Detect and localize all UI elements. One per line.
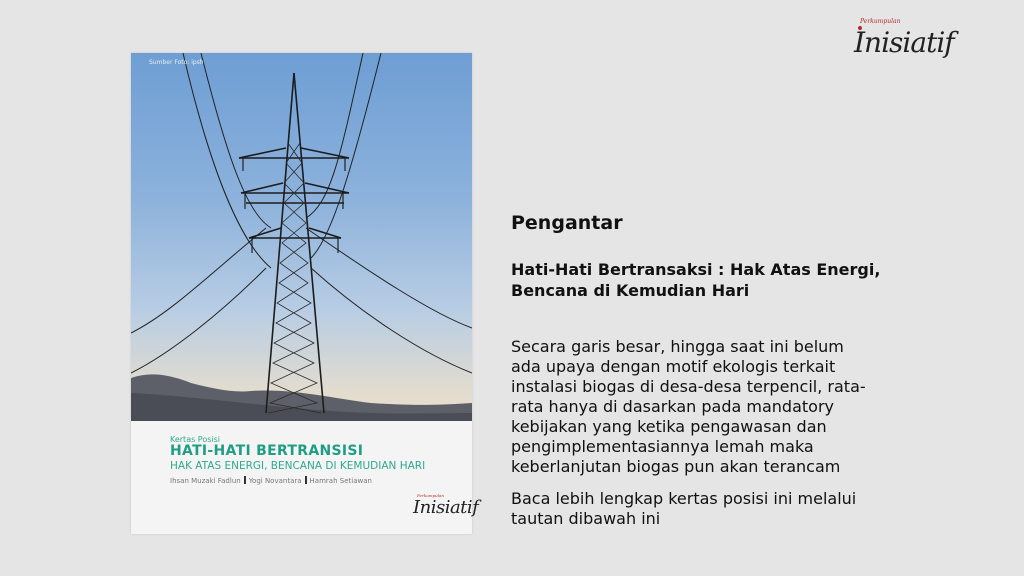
cover-logo bbox=[409, 493, 479, 525]
author-name: Yogi Novantara bbox=[248, 477, 302, 485]
paragraph-line: kebijakan yang ketika pengawasan dan bbox=[511, 417, 827, 436]
cover-title: HATI-HATI BERTRANSISI bbox=[170, 443, 364, 459]
author-separator bbox=[244, 476, 246, 484]
cover-photo bbox=[131, 53, 472, 421]
read-more-paragraph bbox=[511, 489, 931, 529]
position-paper-cover bbox=[131, 53, 479, 534]
cover-kind-label: Kertas Posisi bbox=[170, 435, 221, 444]
section-heading: Pengantar bbox=[511, 212, 623, 234]
paragraph-line: ada upaya dengan motif ekologis terkait bbox=[511, 357, 836, 376]
photo-credit: Sumber Foto: ipsh bbox=[149, 59, 204, 66]
inisiatif-logo bbox=[846, 16, 954, 68]
paragraph-line: Baca lebih lengkap kertas posisi ini melalui bbox=[511, 489, 857, 508]
paragraph-line: instalasi biogas di desa-desa terpencil, rata- bbox=[511, 377, 866, 396]
author-separator bbox=[305, 476, 307, 484]
intro-paragraph bbox=[511, 337, 931, 477]
paragraph-line: pengimplementasiannya lemah maka bbox=[511, 437, 814, 456]
cover-logo-tagline: Perkumpulan bbox=[417, 493, 444, 498]
paragraph-line: rata hanya di dasarkan pada mandatory bbox=[511, 397, 834, 416]
paper-title-line: Hati-Hati Bertransaksi : Hak Atas Energi, bbox=[511, 260, 881, 279]
logo-tagline: Perkumpulan bbox=[860, 18, 901, 25]
paper-title bbox=[511, 259, 931, 301]
author-name: Hamrah Setiawan bbox=[309, 477, 372, 485]
paragraph-line: tautan dibawah ini bbox=[511, 509, 661, 528]
paper-title-line: Bencana di Kemudian Hari bbox=[511, 281, 750, 300]
cover-subtitle: HAK ATAS ENERGI, BENCANA DI KEMUDIAN HARI bbox=[170, 460, 426, 472]
author-name: Ihsan Muzaki Fadlun bbox=[170, 477, 241, 485]
transmission-tower-image bbox=[131, 53, 472, 421]
paragraph-line: Secara garis besar, hingga saat ini belum bbox=[511, 337, 844, 356]
paragraph-line: keberlanjutan biogas pun akan terancam bbox=[511, 457, 841, 476]
cover-authors bbox=[170, 476, 372, 485]
cover-logo-wordmark: Inisiatif bbox=[413, 497, 479, 518]
logo-wordmark: Inisiatif bbox=[854, 26, 954, 59]
